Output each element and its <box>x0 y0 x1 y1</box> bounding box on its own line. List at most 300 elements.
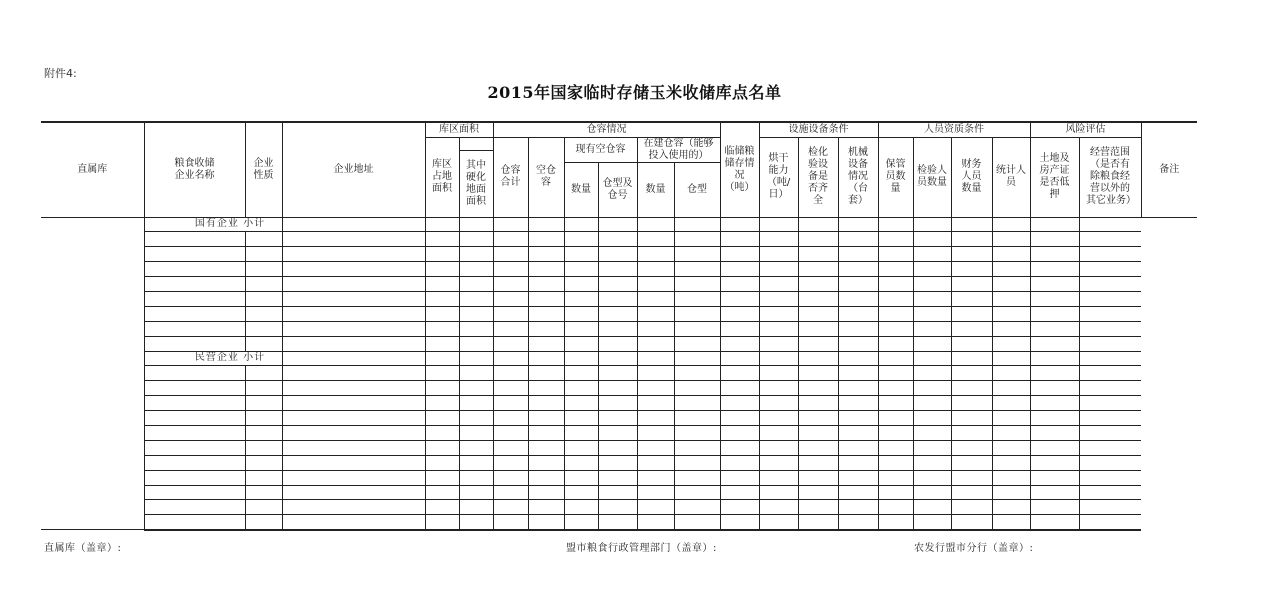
table-cell <box>798 470 838 485</box>
table-cell <box>992 470 1030 485</box>
table-cell <box>913 411 951 426</box>
table-cell <box>759 321 798 336</box>
table-cell <box>1079 306 1141 321</box>
table-cell <box>245 411 282 426</box>
table-cell <box>637 500 674 515</box>
table-cell <box>528 381 564 396</box>
table-cell <box>564 425 598 440</box>
table-cell <box>951 336 992 351</box>
table-cell <box>838 381 878 396</box>
table-cell <box>245 500 282 515</box>
table-cell <box>798 262 838 277</box>
table-cell <box>838 470 878 485</box>
table-cell <box>720 515 759 530</box>
table-cell <box>720 232 759 247</box>
table-cell <box>637 306 674 321</box>
table-cell <box>144 470 245 485</box>
table-cell <box>637 351 674 366</box>
table-cell <box>245 485 282 500</box>
table-cell <box>245 336 282 351</box>
table-cell <box>992 381 1030 396</box>
table-cell <box>1030 396 1079 411</box>
table-cell <box>564 247 598 262</box>
table-row <box>41 336 1197 351</box>
table-cell <box>528 440 564 455</box>
table-cell <box>144 247 245 262</box>
table-cell <box>1079 485 1141 500</box>
table-cell <box>459 396 493 411</box>
table-cell <box>459 217 493 232</box>
header-risk-group: 风险评估 <box>1030 122 1141 137</box>
table-cell <box>759 455 798 470</box>
table-cell <box>598 455 637 470</box>
table-cell <box>637 455 674 470</box>
table-cell <box>144 455 245 470</box>
table-cell <box>144 232 245 247</box>
table-cell <box>245 440 282 455</box>
table-cell <box>598 485 637 500</box>
table-cell <box>720 336 759 351</box>
table-cell <box>992 291 1030 306</box>
header-business-scope: 经营范围（是否有除粮食经营以外的其它业务） <box>1079 137 1141 217</box>
table-cell <box>245 381 282 396</box>
table-cell <box>637 366 674 381</box>
table-cell <box>425 381 459 396</box>
table-cell <box>674 277 720 292</box>
table-cell <box>564 396 598 411</box>
table-cell <box>1079 291 1141 306</box>
table-cell <box>838 321 878 336</box>
table-cell <box>564 470 598 485</box>
table-row <box>41 455 1197 470</box>
header-zhishuku: 直属库 <box>41 122 144 217</box>
table-cell <box>838 217 878 232</box>
table-cell <box>459 262 493 277</box>
section-label: 国有企业 小计 <box>144 217 282 232</box>
table-row <box>41 232 1197 247</box>
table-cell <box>992 396 1030 411</box>
header-area-hardened: 其中硬化地面面积 <box>459 150 493 217</box>
table-cell <box>878 306 913 321</box>
table-cell <box>878 470 913 485</box>
table-cell <box>951 306 992 321</box>
table-cell <box>598 366 637 381</box>
table-cell <box>951 381 992 396</box>
table-row <box>41 411 1197 426</box>
table-cell <box>798 425 838 440</box>
table-cell <box>951 396 992 411</box>
table-cell <box>637 440 674 455</box>
table-cell <box>282 217 425 232</box>
table-cell <box>674 396 720 411</box>
table-cell <box>245 321 282 336</box>
header-inspection: 检化验设备是否齐全 <box>798 137 838 217</box>
header-staff-group: 人员资质条件 <box>878 122 1030 137</box>
table-cell <box>282 232 425 247</box>
table-cell <box>913 515 951 530</box>
table-cell <box>425 277 459 292</box>
table-row <box>41 262 1197 277</box>
table-cell <box>1079 336 1141 351</box>
table-cell <box>245 455 282 470</box>
table-cell <box>720 247 759 262</box>
table-cell <box>637 411 674 426</box>
table-cell <box>759 247 798 262</box>
table-cell <box>564 515 598 530</box>
table-cell <box>528 247 564 262</box>
table-cell <box>1030 470 1079 485</box>
table-cell <box>144 411 245 426</box>
table-cell <box>913 500 951 515</box>
table-cell <box>1030 306 1079 321</box>
table-cell <box>674 500 720 515</box>
table-cell <box>564 366 598 381</box>
table-row <box>41 425 1197 440</box>
table-cell <box>992 440 1030 455</box>
table-cell <box>992 351 1030 366</box>
table-cell <box>282 485 425 500</box>
table-cell <box>528 291 564 306</box>
table-cell <box>913 381 951 396</box>
table-cell <box>598 470 637 485</box>
table-cell <box>598 396 637 411</box>
table-cell <box>992 485 1030 500</box>
table-cell <box>1030 425 1079 440</box>
table-cell <box>564 351 598 366</box>
table-cell <box>1030 217 1079 232</box>
table-cell <box>951 455 992 470</box>
table-cell <box>951 485 992 500</box>
table-cell <box>425 232 459 247</box>
table-cell <box>1030 440 1079 455</box>
table-cell <box>564 411 598 426</box>
table-cell <box>1079 500 1141 515</box>
table-cell <box>245 277 282 292</box>
table-cell <box>798 321 838 336</box>
table-cell <box>838 455 878 470</box>
table-cell <box>878 500 913 515</box>
table-cell <box>459 455 493 470</box>
header-building-group: 在建仓容（能够投入使用的） <box>637 137 720 162</box>
table-cell <box>992 366 1030 381</box>
table-cell <box>720 455 759 470</box>
table-cell <box>144 291 245 306</box>
table-cell <box>637 217 674 232</box>
table-cell <box>878 396 913 411</box>
table-cell <box>913 321 951 336</box>
table-cell <box>598 321 637 336</box>
table-cell <box>493 291 528 306</box>
table-cell <box>282 321 425 336</box>
table-row <box>41 396 1197 411</box>
table-cell <box>878 217 913 232</box>
table-cell <box>992 500 1030 515</box>
table-cell <box>720 217 759 232</box>
table-cell <box>1079 411 1141 426</box>
table-cell <box>564 381 598 396</box>
table-cell <box>637 396 674 411</box>
table-cell <box>459 500 493 515</box>
table-cell <box>425 351 459 366</box>
table-cell <box>1030 366 1079 381</box>
table-cell <box>798 217 838 232</box>
table-cell <box>1079 277 1141 292</box>
subtotal-row <box>41 351 1197 366</box>
header-existing-qty: 数量 <box>564 162 598 217</box>
table-cell <box>759 425 798 440</box>
table-cell <box>798 277 838 292</box>
table-cell <box>838 351 878 366</box>
table-cell <box>144 262 245 277</box>
table-cell <box>528 500 564 515</box>
table-cell <box>992 232 1030 247</box>
footer-adbc-seal: 农发行盟市分行（盖章）: <box>914 543 1034 554</box>
header-machinery: 机械设备情况（台套） <box>838 137 878 217</box>
header-enterprise-address: 企业地址 <box>282 122 425 217</box>
table-cell <box>493 440 528 455</box>
table-cell <box>493 485 528 500</box>
table-cell <box>528 232 564 247</box>
table-cell <box>598 336 637 351</box>
table-cell <box>878 425 913 440</box>
table-cell <box>951 217 992 232</box>
table-cell <box>282 277 425 292</box>
table-cell <box>144 485 245 500</box>
table-cell <box>951 500 992 515</box>
table-cell <box>144 321 245 336</box>
table-cell <box>951 366 992 381</box>
table-cell <box>992 306 1030 321</box>
table-cell <box>798 351 838 366</box>
table-cell <box>759 411 798 426</box>
table-cell <box>674 217 720 232</box>
table-cell <box>1079 262 1141 277</box>
table-cell <box>598 425 637 440</box>
table-cell <box>951 351 992 366</box>
header-capacity-group: 仓容情况 <box>493 122 720 137</box>
header-capacity-total: 仓容合计 <box>493 137 528 217</box>
table-cell <box>282 381 425 396</box>
table-cell <box>720 500 759 515</box>
table-cell <box>759 232 798 247</box>
table-cell <box>282 306 425 321</box>
table-cell <box>1079 396 1141 411</box>
table-cell <box>1030 247 1079 262</box>
table-cell <box>459 232 493 247</box>
table-cell <box>493 262 528 277</box>
table-cell <box>951 470 992 485</box>
table-cell <box>564 500 598 515</box>
table-cell <box>1030 321 1079 336</box>
table-cell <box>1079 515 1141 530</box>
table-cell <box>245 232 282 247</box>
table-cell <box>759 440 798 455</box>
table-cell <box>913 351 951 366</box>
table-cell <box>1030 515 1079 530</box>
table-cell <box>720 262 759 277</box>
table-cell <box>913 291 951 306</box>
table-cell <box>637 277 674 292</box>
table-cell <box>598 500 637 515</box>
table-cell <box>1079 247 1141 262</box>
table-row <box>41 381 1197 396</box>
table-cell <box>282 291 425 306</box>
table-cell <box>564 306 598 321</box>
table-cell <box>838 262 878 277</box>
table-cell <box>798 485 838 500</box>
table-cell <box>951 262 992 277</box>
table-cell <box>951 277 992 292</box>
table-cell <box>425 440 459 455</box>
table-cell <box>674 262 720 277</box>
table-cell <box>493 321 528 336</box>
table-row <box>41 485 1197 500</box>
table-cell <box>493 455 528 470</box>
table-cell <box>720 411 759 426</box>
table-cell <box>528 262 564 277</box>
table-cell <box>528 321 564 336</box>
table-cell <box>459 306 493 321</box>
table-cell <box>282 440 425 455</box>
table-cell <box>245 306 282 321</box>
table-cell <box>992 247 1030 262</box>
footer-city-grain-seal: 盟市粮食行政管理部门（盖章）: <box>566 543 717 554</box>
header-statistics: 统计人员 <box>992 137 1030 217</box>
table-cell <box>528 411 564 426</box>
table-cell <box>144 277 245 292</box>
table-cell <box>637 262 674 277</box>
table-cell <box>459 381 493 396</box>
table-cell <box>720 366 759 381</box>
table-cell <box>1030 500 1079 515</box>
table-cell <box>878 381 913 396</box>
table-cell <box>759 515 798 530</box>
table-cell <box>720 381 759 396</box>
table-cell <box>493 515 528 530</box>
table-cell <box>951 440 992 455</box>
table-cell <box>913 277 951 292</box>
header-remarks: 备注 <box>1141 122 1197 217</box>
table-cell <box>674 291 720 306</box>
table-cell <box>528 366 564 381</box>
header-area-total: 库区占地面积 <box>425 137 459 217</box>
table-cell <box>425 485 459 500</box>
table-cell <box>913 455 951 470</box>
table-cell <box>674 470 720 485</box>
table-cell <box>798 411 838 426</box>
table-cell <box>798 515 838 530</box>
table-cell <box>720 306 759 321</box>
table-cell <box>838 485 878 500</box>
table-cell <box>798 232 838 247</box>
table-row <box>41 277 1197 292</box>
table-cell <box>245 515 282 530</box>
table-cell <box>759 291 798 306</box>
table-cell <box>1030 455 1079 470</box>
table-cell <box>282 515 425 530</box>
table-cell <box>528 336 564 351</box>
table-cell <box>459 425 493 440</box>
table-cell <box>425 336 459 351</box>
table-cell <box>425 366 459 381</box>
table-cell <box>878 515 913 530</box>
table-cell <box>992 321 1030 336</box>
table-cell <box>282 262 425 277</box>
table-cell <box>637 381 674 396</box>
table-cell <box>425 425 459 440</box>
table-cell <box>493 232 528 247</box>
table-cell <box>637 321 674 336</box>
table-cell <box>598 247 637 262</box>
table-cell <box>528 306 564 321</box>
table-cell <box>992 262 1030 277</box>
table-row <box>41 306 1197 321</box>
table-cell <box>637 291 674 306</box>
table-cell <box>878 336 913 351</box>
table-cell <box>245 262 282 277</box>
table-cell <box>528 515 564 530</box>
table-cell <box>838 396 878 411</box>
table-cell <box>838 306 878 321</box>
table-cell <box>759 306 798 321</box>
table-cell <box>1030 351 1079 366</box>
table-cell <box>1030 485 1079 500</box>
table-cell <box>459 440 493 455</box>
table-cell <box>1079 455 1141 470</box>
table-cell <box>493 396 528 411</box>
table-cell <box>1030 277 1079 292</box>
table-cell <box>493 306 528 321</box>
table-cell <box>144 381 245 396</box>
table-cell <box>425 515 459 530</box>
table-cell <box>637 247 674 262</box>
table-cell <box>493 381 528 396</box>
table-cell <box>144 396 245 411</box>
table-cell <box>425 217 459 232</box>
table-cell <box>720 425 759 440</box>
table-cell <box>598 351 637 366</box>
table-cell <box>674 485 720 500</box>
table-cell <box>564 455 598 470</box>
table-cell <box>598 515 637 530</box>
table-cell <box>282 455 425 470</box>
table-cell <box>878 277 913 292</box>
table-cell <box>951 425 992 440</box>
section-label: 民营企业 小计 <box>144 351 282 366</box>
table-cell <box>245 470 282 485</box>
table-cell <box>493 366 528 381</box>
table-cell <box>720 277 759 292</box>
table-cell <box>992 515 1030 530</box>
header-area-hardened-top <box>459 137 493 150</box>
table-cell <box>838 500 878 515</box>
table-cell <box>564 232 598 247</box>
table-cell <box>951 291 992 306</box>
table-cell <box>878 411 913 426</box>
table-cell <box>1030 411 1079 426</box>
table-row <box>41 470 1197 485</box>
header-facility-group: 设施设备条件 <box>759 122 878 137</box>
table-cell <box>798 291 838 306</box>
table-cell <box>282 336 425 351</box>
table-cell <box>493 351 528 366</box>
header-existing-empty: 现有空仓容 <box>564 137 637 162</box>
table-cell <box>798 306 838 321</box>
table-cell <box>282 411 425 426</box>
table-cell <box>798 500 838 515</box>
table-cell <box>459 351 493 366</box>
table-row <box>41 440 1197 455</box>
